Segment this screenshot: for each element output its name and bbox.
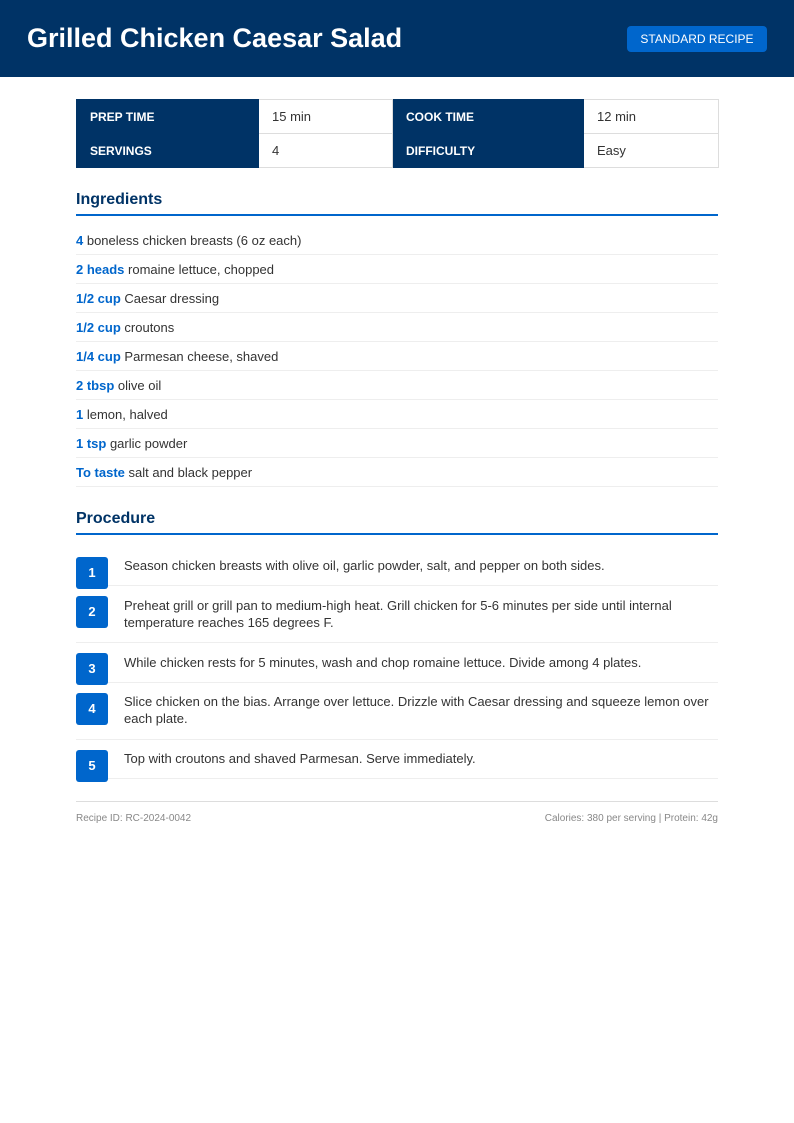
- list-item: [76, 429, 718, 458]
- servings-label: SERVINGS: [77, 134, 259, 168]
- recipe-type-badge: STANDARD RECIPE: [627, 26, 767, 52]
- ingredient-qty: 4: [76, 233, 84, 248]
- list-item: [76, 255, 718, 284]
- step-text: Slice chicken on the bias. Arrange over lettuce. Drizzle with Caesar dressing and squeeze lemon over each plate.: [124, 694, 709, 726]
- prep-time-label: PREP TIME: [77, 100, 259, 134]
- ingredient-qty: 2 tbsp: [76, 378, 115, 393]
- ingredient-text: Caesar dressing: [120, 291, 220, 306]
- ingredient-qty: 2 heads: [76, 262, 125, 277]
- prep-time-value: 15 min: [259, 100, 393, 134]
- ingredient-qty: 1/4 cup: [76, 349, 121, 364]
- list-item: [76, 586, 718, 643]
- difficulty-label: DIFFICULTY: [393, 134, 584, 168]
- ingredient-text: garlic powder: [106, 436, 188, 451]
- list-item: [76, 740, 718, 779]
- ingredient-qty: To taste: [76, 465, 125, 480]
- ingredient-text: olive oil: [114, 378, 162, 393]
- step-text: Top with croutons and shaved Parmesan. Serve immediately.: [124, 751, 476, 766]
- servings-value: 4: [259, 134, 393, 168]
- ingredient-qty: 1 tsp: [76, 436, 107, 451]
- ingredient-qty: 1/2 cup: [76, 291, 121, 306]
- list-item: [76, 313, 718, 342]
- list-item: [76, 226, 718, 255]
- step-text: Season chicken breasts with olive oil, garlic powder, salt, and pepper on both sides.: [124, 558, 605, 573]
- recipe-id: Recipe ID: RC-2024-0042: [76, 813, 192, 824]
- page-footer: [76, 801, 718, 825]
- recipe-meta-table: [76, 99, 719, 168]
- ingredient-text: salt and black pepper: [124, 465, 253, 480]
- step-number: 3: [76, 653, 108, 685]
- ingredient-text: croutons: [120, 320, 175, 335]
- list-item: [76, 547, 718, 586]
- list-item: [76, 342, 718, 371]
- list-item: [76, 400, 718, 429]
- page-header: [0, 0, 794, 77]
- list-item: [76, 643, 718, 683]
- ingredient-text: lemon, halved: [83, 407, 168, 422]
- difficulty-value: Easy: [584, 134, 719, 168]
- list-item: [76, 371, 718, 400]
- ingredient-text: Parmesan cheese, shaved: [120, 349, 279, 364]
- recipe-title: Grilled Chicken Caesar Salad: [27, 23, 403, 53]
- step-number: 2: [76, 596, 108, 628]
- procedure-list: [76, 547, 718, 779]
- step-text: While chicken rests for 5 minutes, wash and chop romaine lettuce. Divide among 4 plates.: [124, 655, 642, 670]
- step-number: 5: [76, 750, 108, 782]
- nutrition-info: Calories: 380 per serving | Protein: 42g: [544, 813, 718, 824]
- meta-row: [77, 134, 719, 168]
- ingredient-qty: 1/2 cup: [76, 320, 121, 335]
- step-text: Preheat grill or grill pan to medium-high heat. Grill chicken for 5-6 minutes per side until internal temperature reaches 165 degrees F.: [124, 598, 672, 630]
- ingredient-qty: 1: [76, 407, 84, 422]
- step-number: 1: [76, 557, 108, 589]
- meta-row: [77, 100, 719, 134]
- ingredient-text: romaine lettuce, chopped: [124, 262, 275, 277]
- list-item: [76, 284, 718, 313]
- procedure-heading: Procedure: [76, 509, 718, 535]
- ingredients-heading: Ingredients: [76, 190, 718, 216]
- cook-time-value: 12 min: [584, 100, 719, 134]
- cook-time-label: COOK TIME: [393, 100, 584, 134]
- ingredient-text: boneless chicken breasts (6 oz each): [83, 233, 302, 248]
- list-item: [76, 458, 718, 487]
- ingredient-list: [76, 226, 718, 487]
- step-number: 4: [76, 693, 108, 725]
- list-item: [76, 683, 718, 740]
